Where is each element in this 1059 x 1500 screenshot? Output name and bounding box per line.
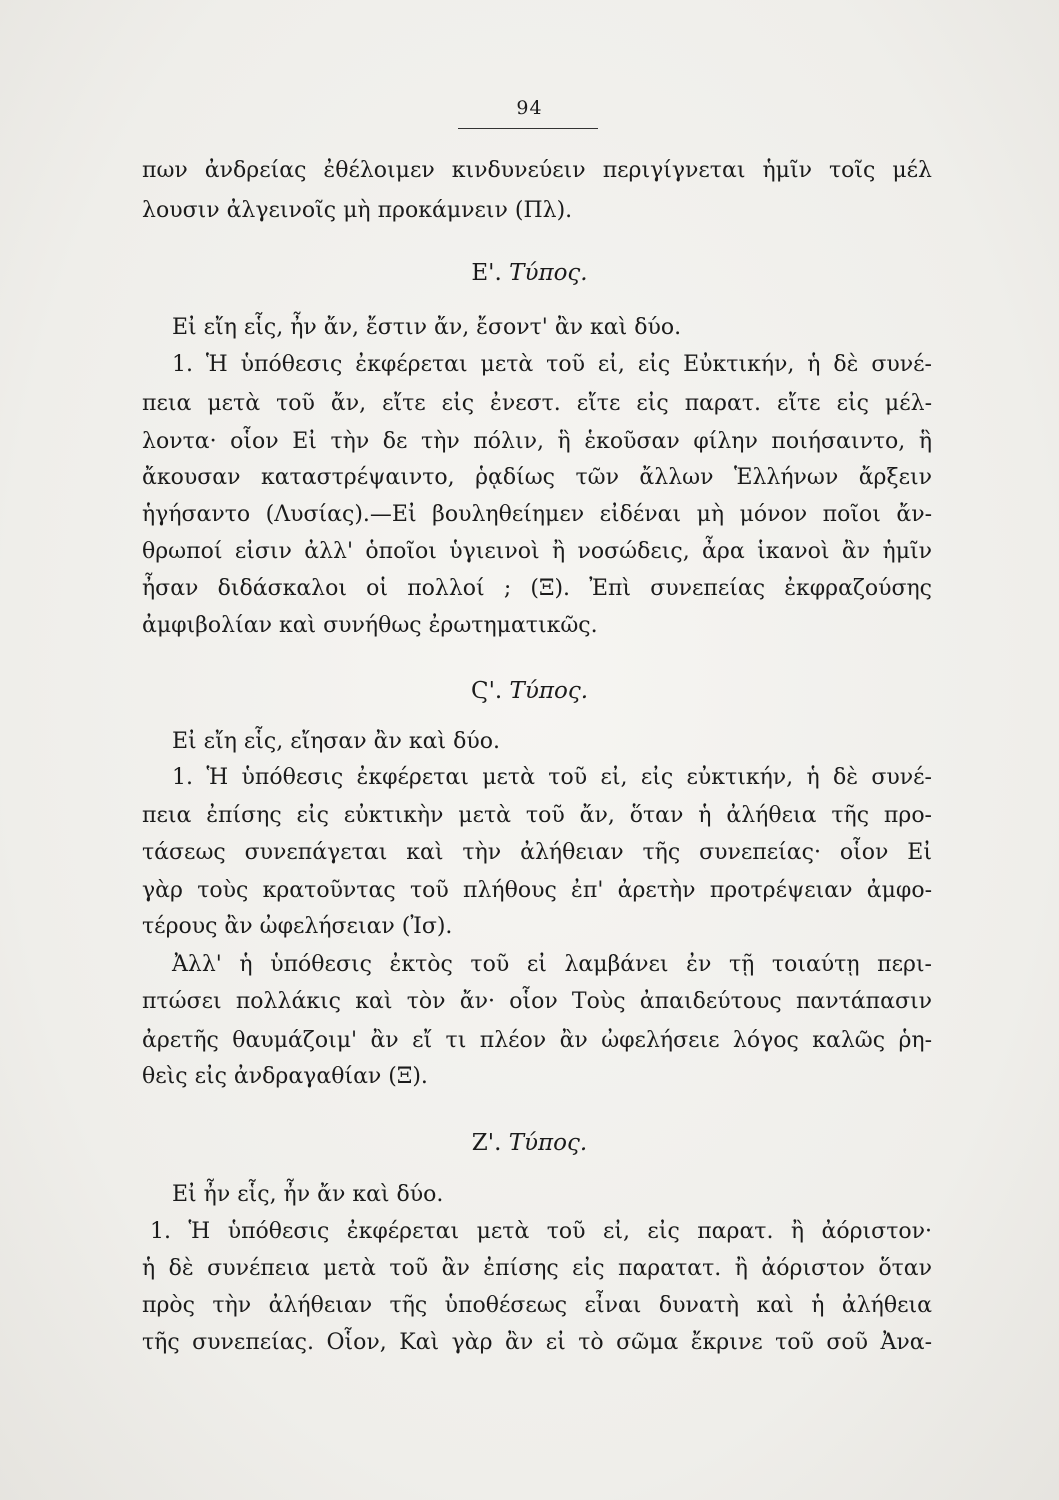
text-line: γὰρ τοὺς κρατοῦντας τοῦ πλήθους ἐπ' ἀρετὴν προτρέψειαν ἀμφο- (142, 878, 932, 903)
text-line: Εἰ εἴη εἷς, ἦν ἄν, ἔστιν ἄν, ἔσοντ' ἂν καὶ δύο. (172, 315, 682, 340)
text-line: Εἰ εἴη εἷς, εἴησαν ἂν καὶ δύο. (172, 729, 500, 754)
text-line: ἀρετῆς θαυμάζοιμ' ἂν εἴ τι πλέον ἂν ὠφελήσειε λόγος καλῶς ῥη- (142, 1028, 932, 1053)
page-number: 94 (516, 97, 543, 119)
text-line: 1. Ἡ ὑπόθεσις ἐκφέρεται μετὰ τοῦ εἰ, εἰς παρατ. ἢ ἀόριστον· (150, 1219, 932, 1244)
section-heading-word: Τύπος. (509, 260, 588, 286)
section-heading-z (0, 1128, 1059, 1158)
section-heading-stigma (0, 676, 1059, 706)
section-heading-number: Ζ'. (471, 1130, 502, 1156)
section-heading-number: Ε'. (471, 260, 502, 286)
text-line: θρωποί εἰσιν ἀλλ' ὁποῖοι ὑγιεινοὶ ἢ νοσώδεις, ἆρα ἱκανοὶ ἂν ἡμῖν (142, 539, 932, 564)
text-line: τάσεως συνεπάγεται καὶ τὴν ἀλήθειαν τῆς συνεπείας· οἷον Εἰ (142, 840, 932, 865)
text-line: ἄκουσαν καταστρέψαιντο, ῥᾳδίως τῶν ἄλλων Ἑλλήνων ἄρξειν (142, 465, 932, 490)
text-line: λοντα· οἷον Εἰ τὴν δε τὴν πόλιν, ἣ ἑκοῦσαν φίλην ποιήσαιντο, ἣ (142, 429, 932, 454)
section-heading-e (0, 258, 1059, 288)
text-line: θεὶς εἰς ἀνδραγαθίαν (Ξ). (142, 1064, 428, 1089)
text-line: 1. Ἡ ὑπόθεσις ἐκφέρεται μετὰ τοῦ εἰ, εἰς εὐκτικήν, ἡ δὲ συνέ- (172, 765, 932, 790)
text-line: τέρους ἂν ὠφελήσειαν (Ἰσ). (142, 914, 453, 939)
text-line: ἡγήσαντο (Λυσίας).—Εἰ βουληθείημεν εἰδέναι μὴ μόνον ποῖοι ἄν- (142, 502, 932, 527)
text-line: πτώσει πολλάκις καὶ τὸν ἄν· οἷον Τοὺς ἀπαιδεύτους παντάπασιν (142, 989, 932, 1014)
text-line: ἀμφιβολίαν καὶ συνήθως ἐρωτηματικῶς. (142, 613, 598, 638)
section-heading-word: Τύπος. (508, 1130, 588, 1156)
text-line: πεια μετὰ τοῦ ἄν, εἴτε εἰς ἐνεστ. εἴτε εἰς παρατ. εἴτε εἰς μέλ- (142, 391, 932, 416)
text-line: ἡ δὲ συνέπεια μετὰ τοῦ ἂν ἐπίσης εἰς παρατατ. ἢ ἀόριστον ὅταν (142, 1256, 932, 1281)
section-heading-number: Ϛ'. (470, 678, 503, 704)
text-line: ἦσαν διδάσκαλοι οἱ πολλοί ; (Ξ). Ἐπὶ συνεπείας ἐκφραζούσης (142, 576, 932, 601)
text-line: Εἰ ἦν εἷς, ἦν ἄν καὶ δύο. (172, 1182, 444, 1207)
text-line: πρὸς τὴν ἀλήθειαν τῆς ὑποθέσεως εἶναι δυνατὴ καὶ ἡ ἀλήθεια (142, 1293, 932, 1318)
page-number-rule (458, 128, 598, 129)
text-line: 1. Ἡ ὑπόθεσις ἐκφέρεται μετὰ τοῦ εἰ, εἰς Εὐκτικήν, ἡ δὲ συνέ- (172, 352, 932, 377)
section-heading-word: Τύπος. (509, 678, 589, 704)
text-line: Ἀλλ' ἡ ὑπόθεσις ἐκτὸς τοῦ εἰ λαμβάνει ἐν τῇ τοιαύτῃ περι- (172, 952, 932, 977)
text-line: πεια ἐπίσης εἰς εὐκτικὴν μετὰ τοῦ ἄν, ὅταν ἡ ἀλήθεια τῆς προ- (142, 803, 932, 828)
text-line: λουσιν ἀλγεινοῖς μὴ προκάμνειν (Πλ). (142, 198, 573, 223)
text-line: τῆς συνεπείας. Οἷον, Καὶ γὰρ ἂν εἰ τὸ σῶμα ἔκρινε τοῦ σοῦ Ἀνα- (142, 1330, 932, 1355)
text-line: πων ἀνδρείας ἐθέλοιμεν κινδυνεύειν περιγίγνεται ἡμῖν τοῖς μέλ (142, 158, 932, 183)
